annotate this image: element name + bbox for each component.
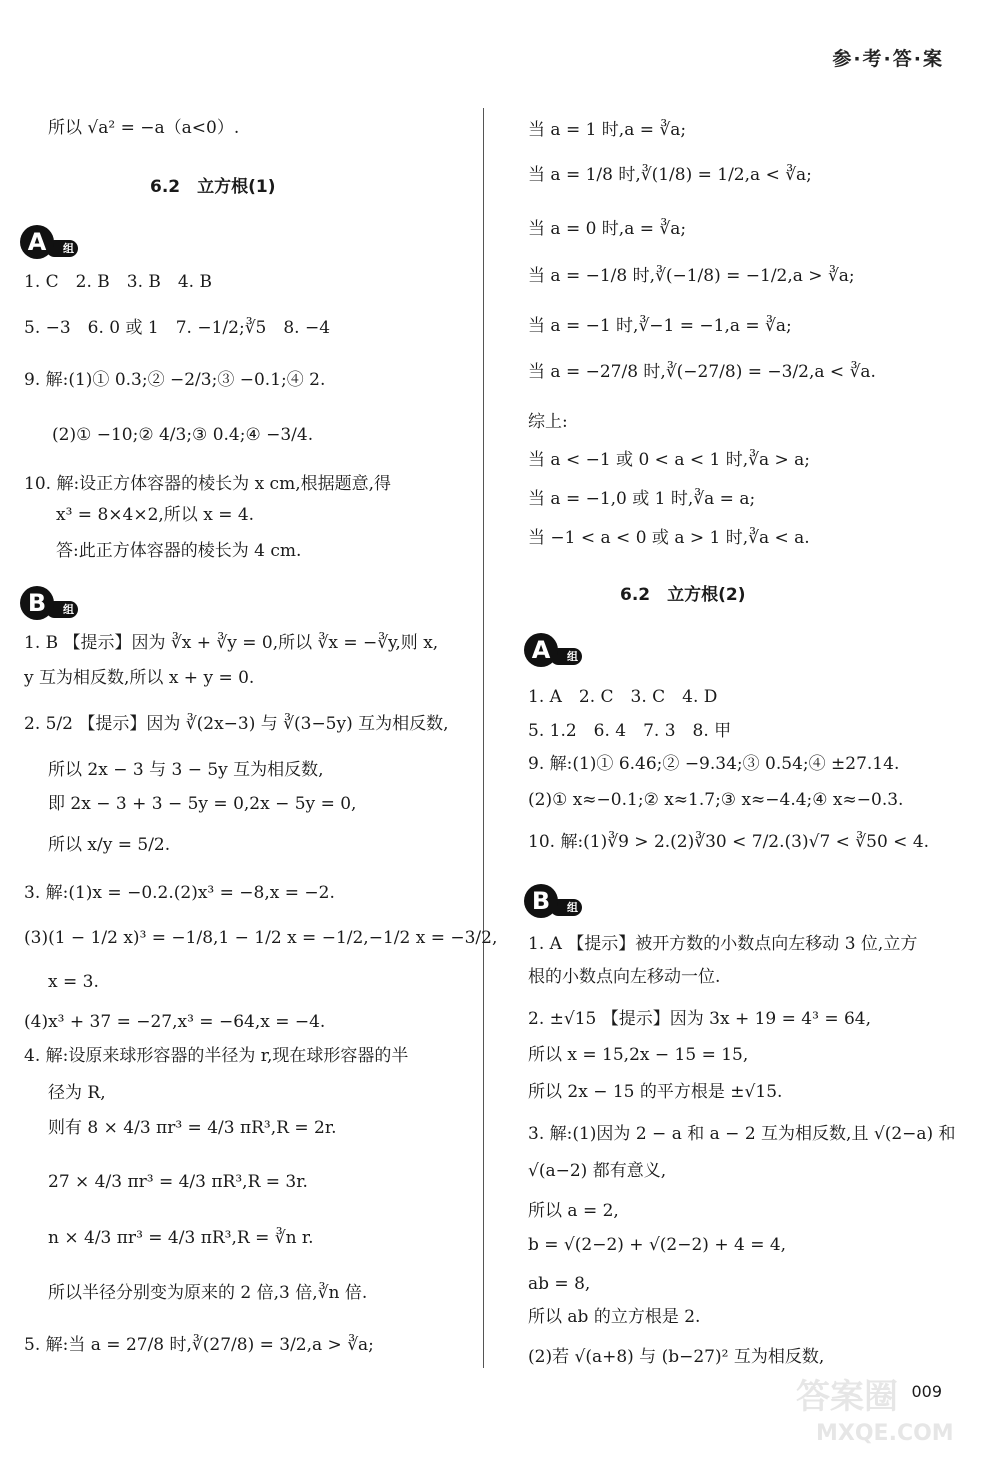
- answer-line: x³ = 8×4×2,所以 x = 4.: [56, 505, 255, 525]
- answer-line: 2. ±√15 【提示】因为 3x + 19 = 4³ = 64,: [528, 1009, 871, 1029]
- answer-line: 3. 解:(1)x = −0.2.(2)x³ = −8,x = −2.: [24, 883, 335, 903]
- answer-line: 5. 1.2 6. 4 7. 3 8. 甲: [528, 721, 732, 741]
- group-badge-b: [524, 884, 586, 918]
- group-badge-label: 组: [46, 601, 78, 618]
- answer-line: 27 × 4/3 πr³ = 4/3 πR³,R = 3r.: [48, 1172, 308, 1192]
- answer-line: 9. 解:(1)① 6.46;② −9.34;③ 0.54;④ ±27.14.: [528, 754, 900, 774]
- answer-line: 5. 解:当 a = 27/8 时,∛(27/8) = 3/2,a > ∛a;: [24, 1335, 374, 1355]
- answer-line: 则有 8 × 4/3 πr³ = 4/3 πR³,R = 2r.: [48, 1118, 337, 1138]
- answer-line: 当 a = −1/8 时,∛(−1/8) = −1/2,a > ∛a;: [528, 266, 855, 286]
- answer-line: 1. B 【提示】因为 ∛x + ∛y = 0,所以 ∛x = −∛y,则 x,: [24, 633, 439, 653]
- answer-line: 所以 x = 15,2x − 15 = 15,: [528, 1045, 749, 1065]
- answer-line: 9. 解:(1)① 0.3;② −2/3;③ −0.1;④ 2.: [24, 370, 326, 390]
- answer-line: 所以 a = 2,: [528, 1201, 619, 1221]
- group-badge-letter: B: [524, 884, 558, 918]
- section-heading: 6.2 立方根(2): [620, 585, 746, 605]
- group-badge-label: 组: [46, 240, 78, 257]
- answer-line: 当 a = −1 时,∛−1 = −1,a = ∛a;: [528, 316, 792, 336]
- page-number: 009: [911, 1382, 942, 1401]
- answer-line: (3)(1 − 1/2 x)³ = −1/8,1 − 1/2 x = −1/2,−1/2 x = −3/2,: [24, 928, 498, 948]
- answer-line: 10. 解:(1)∛9 > 2.(2)∛30 < 7/2.(3)√7 < ∛50 < 4.: [528, 832, 930, 852]
- watermark-line1: 答案圈: [796, 1377, 898, 1417]
- answer-line: n × 4/3 πr³ = 4/3 πR³,R = ∛n r.: [48, 1228, 314, 1248]
- answer-line: 2. 5/2 【提示】因为 ∛(2x−3) 与 ∛(3−5y) 互为相反数,: [24, 714, 449, 734]
- group-badge-letter: B: [20, 586, 54, 620]
- answer-line: 1. C 2. B 3. B 4. B: [24, 272, 212, 292]
- answer-line: 当 a = 0 时,a = ∛a;: [528, 219, 687, 239]
- answer-line: 当 a = 1/8 时,∛(1/8) = 1/2,a < ∛a;: [528, 165, 812, 185]
- section-heading: 6.2 立方根(1): [150, 177, 276, 197]
- answer-line: (2)① −10;② 4/3;③ 0.4;④ −3/4.: [52, 425, 314, 445]
- answer-line: √(a−2) 都有意义,: [528, 1161, 667, 1181]
- answer-line: 5. −3 6. 0 或 1 7. −1/2;∛5 8. −4: [24, 318, 331, 338]
- answer-line: 当 −1 < a < 0 或 a > 1 时,∛a < a.: [528, 528, 810, 548]
- answer-line: 3. 解:(1)因为 2 − a 和 a − 2 互为相反数,且 √(2−a) 和: [528, 1124, 956, 1144]
- answer-line: 当 a < −1 或 0 < a < 1 时,∛a > a;: [528, 450, 811, 470]
- answer-line: (4)x³ + 37 = −27,x³ = −64,x = −4.: [24, 1012, 326, 1032]
- group-badge-b: [20, 586, 82, 620]
- answer-line: 综上:: [528, 412, 568, 432]
- group-badge-a: [20, 225, 82, 259]
- answer-line: 1. A 2. C 3. C 4. D: [528, 687, 718, 707]
- answer-line: b = √(2−2) + √(2−2) + 4 = 4,: [528, 1235, 787, 1255]
- answer-line: 当 a = 1 时,a = ∛a;: [528, 120, 687, 140]
- answer-line: 所以 2x − 3 与 3 − 5y 互为相反数,: [48, 760, 324, 780]
- watermark-logo: [786, 1368, 986, 1448]
- watermark-line2: MXQE.COM: [816, 1421, 954, 1446]
- group-badge-label: 组: [550, 648, 582, 665]
- answer-line: 所以半径分别变为原来的 2 倍,3 倍,∛n 倍.: [48, 1283, 368, 1303]
- group-badge-letter: A: [20, 225, 54, 259]
- answer-line: ab = 8,: [528, 1274, 591, 1294]
- answer-line: x = 3.: [48, 972, 99, 992]
- answer-line: 当 a = −1,0 或 1 时,∛a = a;: [528, 489, 756, 509]
- group-badge-a: [524, 633, 586, 667]
- group-badge-label: 组: [550, 899, 582, 916]
- answer-line: 4. 解:设原来球形容器的半径为 r,现在球形容器的半: [24, 1046, 409, 1066]
- answer-line: y 互为相反数,所以 x + y = 0.: [24, 668, 255, 688]
- page-header-title: 参·考·答·案: [832, 48, 944, 70]
- answer-line: 所以 ab 的立方根是 2.: [528, 1307, 701, 1327]
- answer-line: (2)若 √(a+8) 与 (b−27)² 互为相反数,: [528, 1347, 825, 1367]
- answer-line: 1. A 【提示】被开方数的小数点向左移动 3 位,立方: [528, 934, 918, 954]
- group-badge-letter: A: [524, 633, 558, 667]
- answer-line: 所以 2x − 15 的平方根是 ±√15.: [528, 1082, 783, 1102]
- answer-line: 根的小数点向左移动一位.: [528, 967, 721, 987]
- answer-line: 即 2x − 3 + 3 − 5y = 0,2x − 5y = 0,: [48, 794, 357, 814]
- answer-line: 径为 R,: [48, 1083, 106, 1103]
- column-divider: [483, 108, 484, 1368]
- answer-line: (2)① x≈−0.1;② x≈1.7;③ x≈−4.4;④ x≈−0.3.: [528, 790, 904, 810]
- answer-line: 所以 x/y = 5/2.: [48, 835, 171, 855]
- answer-line: 10. 解:设正方体容器的棱长为 x cm,根据题意,得: [24, 474, 392, 494]
- answer-line: 所以 √a² = −a（a<0）.: [48, 118, 240, 138]
- answer-line: 当 a = −27/8 时,∛(−27/8) = −3/2,a < ∛a.: [528, 362, 876, 382]
- answer-line: 答:此正方体容器的棱长为 4 cm.: [56, 541, 302, 561]
